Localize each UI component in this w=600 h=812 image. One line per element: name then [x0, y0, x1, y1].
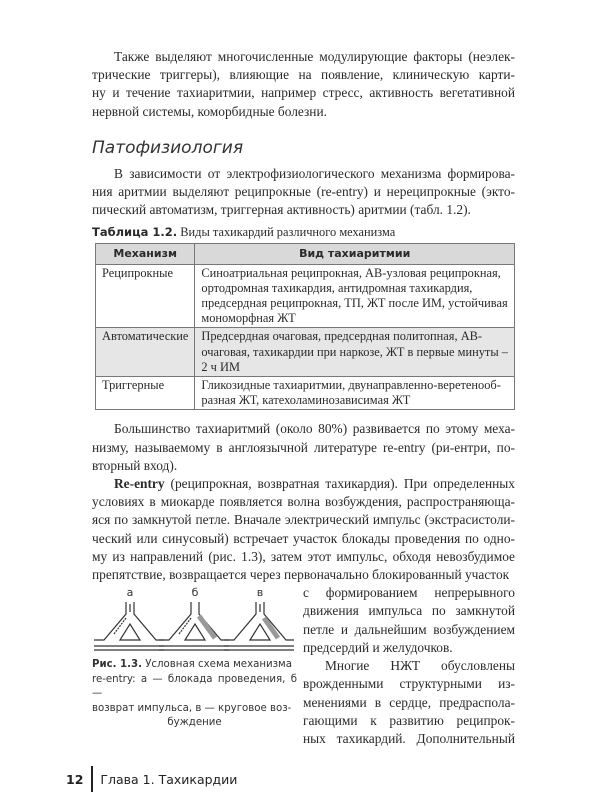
paragraph-svt: [303, 657, 515, 748]
text-column: [303, 584, 515, 748]
chapter-title: Глава 1. Тахикардии: [100, 771, 238, 787]
figure-label-a: а: [126, 586, 134, 600]
text-line: возврат импульса, в — круговое воз-: [92, 702, 292, 714]
paragraph-modulating-factors: [92, 48, 515, 121]
cell-types: Предсердная очаговая, предсердная политопная, АВ-очаговая, тахикардии при наркозе, ЖТ в первые минуты – 2 ч ИМ: [195, 328, 515, 377]
table-row: [96, 264, 515, 328]
page-number: 12: [66, 771, 84, 787]
cell-types: Гликозидные тахиаритмии, двунаправленно-веретенообразная ЖТ, катехоламинозависимая ЖТ: [195, 377, 515, 410]
figure-label-c: в: [256, 586, 264, 600]
cell-mechanism: Реципрокные: [96, 264, 195, 328]
page: [66, 0, 515, 792]
text-line: гающими к развитию реципрок-: [303, 712, 515, 728]
header-type: Вид тахиаритмии: [195, 244, 515, 264]
text-line: му из направлений (рис. 1.3), затем этот импульс, обходя невозбудимое: [92, 548, 515, 564]
text-line: яся по замкнутой петле. Вначале электрический импульс (экстрасистоли-: [92, 512, 515, 528]
text-line: условиях в миокарде появляется волна возбуждения, распространяюща-: [92, 494, 515, 510]
text-line: Также выделяют многочисленные модулирующие факторы (неэлек-: [114, 49, 515, 64]
section-heading: Патофизиология: [92, 137, 244, 158]
table-row: [96, 328, 515, 377]
text-line-rest: (реципрокная, возвратная тахикардия). При определенных: [164, 476, 515, 492]
text-line: re-entry: а — блокада проведения, б —: [92, 673, 297, 700]
paragraph-mechanisms: [92, 165, 515, 220]
figure-row: [92, 584, 515, 748]
text-line: [92, 475, 515, 493]
text-line: трические триггеры), влияющие на появление, клиническую карти-: [92, 67, 515, 83]
cell-mechanism: Автоматические: [96, 328, 195, 377]
text-line: пический автоматизм, триггерная активность) аритмии (табл. 1.2).: [92, 202, 471, 218]
figure: [92, 584, 297, 730]
text-line: низму, называемому в англоязычной литературе re-entry (ри-ентри, по-: [92, 439, 515, 455]
text-line: нервной системы, коморбидные болезни.: [92, 103, 327, 119]
text-line: вторный вход).: [92, 457, 178, 473]
paragraph-reentry: [92, 475, 515, 584]
text-line: буждение: [167, 716, 222, 728]
text-line: Большинство тахиаритмий (около 80%) развивается по этому меха-: [114, 421, 515, 437]
table-caption-label: Таблица 1.2.: [92, 225, 178, 240]
text-line: ну и течение тахиаритмии, например стресс, активность вегетативной: [92, 85, 515, 101]
table-caption: [92, 224, 515, 240]
text-line: ческий или синусовый) встречает участок блокады проведения по одно-: [92, 530, 515, 546]
bold-term: Рис. 1.3.: [92, 659, 142, 671]
text-line: петле и дальнейшим возбуждением: [303, 621, 515, 637]
text-line: ния аритмии выделяют реципрокные (re-entry) и нереципрокные (экто-: [92, 184, 515, 200]
text-line: с формированием непрерывного: [303, 585, 515, 601]
paragraph-continuation: [303, 584, 515, 657]
text-line-rest: Условная схема механизма: [141, 659, 292, 671]
diagram-b: [159, 602, 229, 650]
figure-caption: [92, 658, 297, 730]
table-row: [96, 377, 515, 410]
figure-label-b: б: [191, 586, 199, 600]
text-line: Многие НЖТ обусловлены: [325, 658, 515, 674]
text-line: предсердий и желудочков.: [303, 639, 453, 655]
paragraph-majority: [92, 420, 515, 475]
text-line: ных тахикардий. Дополнительный: [303, 730, 515, 746]
header-mechanism: Механизм: [96, 244, 195, 264]
text-line: [92, 658, 297, 672]
diagram-a: [94, 602, 164, 650]
diagram-c: [224, 602, 294, 650]
reentry-diagram: [92, 584, 297, 656]
table-caption-text: Виды тахикардий различного механизма: [177, 225, 396, 240]
cell-mechanism: Триггерные: [96, 377, 195, 410]
cell-types: Синоатриальная реципрокная, АВ-узловая реципрокная, ортодромная тахикардия, антидромная тахикардия, предсердная реципрокная, ТП, ЖТ после ИМ, устойчивая мономорфная ЖТ: [195, 264, 515, 328]
text-line: менениями в сердце, предраспола-: [303, 694, 515, 710]
page-footer: [66, 766, 515, 792]
text-line: движения импульса по замкнутой: [303, 603, 515, 619]
tachycardia-types-table: [95, 243, 515, 410]
bold-term: Re-entry: [114, 476, 165, 492]
table-header-row: [96, 244, 515, 264]
text-line: врожденными структурными из-: [303, 676, 515, 692]
footer-divider: [91, 766, 93, 792]
text-line: препятствие, возвращается через первоначально блокированный участок: [92, 567, 510, 583]
text-line: В зависимости от электрофизиологического механизма формирова-: [114, 165, 515, 181]
